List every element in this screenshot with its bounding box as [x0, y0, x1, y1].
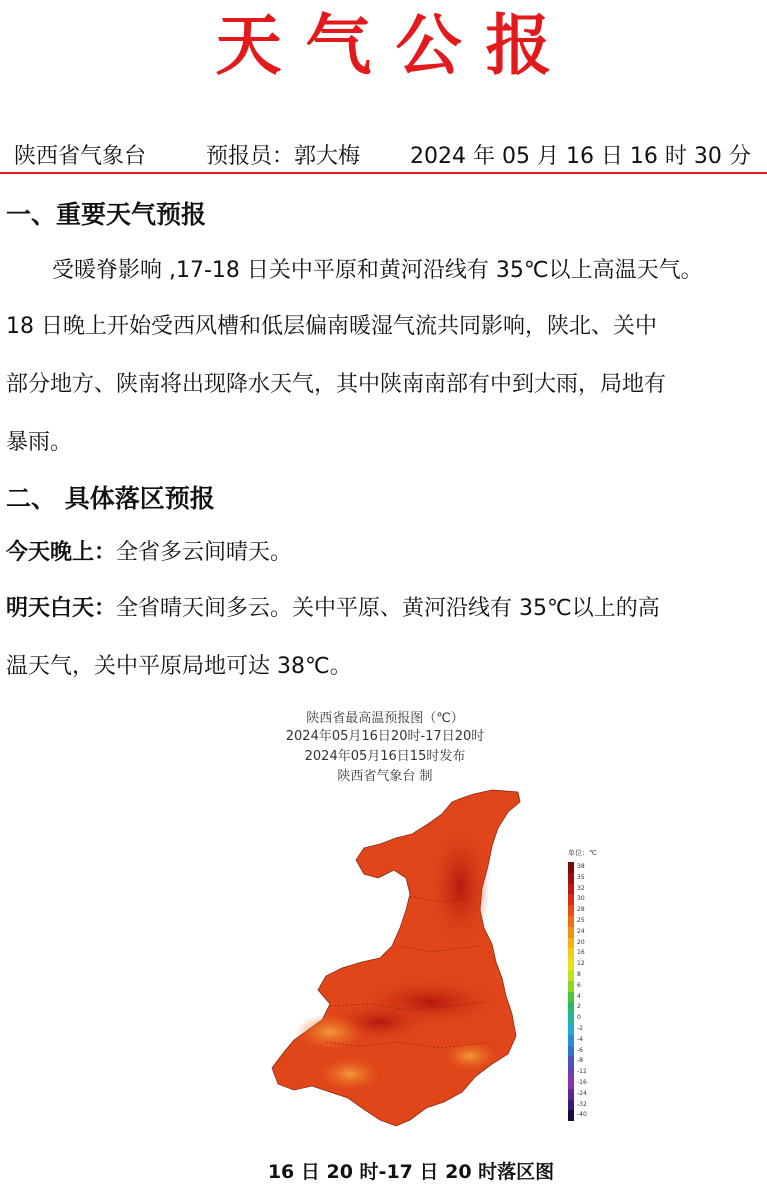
legend-swatch	[568, 1046, 574, 1057]
legend-label: 0	[577, 1014, 581, 1022]
legend-swatch	[568, 1100, 574, 1111]
legend-entry	[568, 905, 608, 916]
legend-swatch	[568, 970, 574, 981]
legend-entry	[568, 1056, 608, 1067]
legend-swatch	[568, 884, 574, 895]
map-title: 陕西省最高温预报图（℃）	[306, 711, 464, 726]
legend-label: 12	[577, 960, 585, 968]
legend-entry	[568, 970, 608, 981]
map-caption: 16 日 20 时-17 日 20 时落区图	[267, 1161, 555, 1183]
legend-label: 16	[577, 949, 585, 957]
legend-swatch	[568, 916, 574, 927]
bulletin-title: 天气公报	[215, 7, 576, 84]
shaanxi-province-shape	[272, 790, 520, 1126]
tomorrow-text: 全省晴天间多云。关中平原、黄河沿线有 35℃以上的高	[116, 596, 660, 621]
legend-swatch	[568, 1056, 574, 1067]
legend-entry	[568, 894, 608, 905]
legend-label: 30	[577, 895, 585, 903]
legend-swatch	[568, 927, 574, 938]
issue-datetime: 2024 年 05 月 16 日 16 时 30 分	[410, 144, 751, 169]
legend-swatch	[568, 1024, 574, 1035]
legend-label: -8	[577, 1057, 583, 1065]
legend-label: 28	[577, 906, 585, 914]
legend-entry	[568, 992, 608, 1003]
legend-swatch	[568, 1089, 574, 1100]
map-graphic	[230, 706, 570, 1136]
paragraph-line: 受暖脊影响 ,17-18 日关中平原和黄河沿线有 35℃以上高温天气。	[52, 258, 703, 283]
legend-entry	[568, 1078, 608, 1089]
legend-entry	[568, 938, 608, 949]
legend-entry	[568, 1035, 608, 1046]
tonight-forecast	[6, 524, 762, 582]
legend-entry	[568, 1024, 608, 1035]
map-producer: 陕西省气象台 制	[337, 769, 433, 784]
legend-label: 24	[577, 927, 585, 935]
map-issued: 2024年05月16日15时发布	[304, 749, 466, 764]
tomorrow-forecast-cont: 温天气，关中平原局地可达 38℃。	[6, 654, 352, 679]
legend-label: -6	[577, 1046, 583, 1054]
paragraph-line: 18 日晚上开始受西风槽和低层偏南暖湿气流共同影响，陕北、关中	[6, 314, 657, 339]
legend-label: -2	[577, 1025, 583, 1032]
legend-entry	[568, 916, 608, 927]
legend-label: -12	[577, 1068, 587, 1076]
legend-label: -16	[577, 1079, 587, 1086]
temperature-map	[230, 706, 597, 1136]
legend-label: 32	[577, 884, 585, 892]
legend-entry	[568, 1089, 608, 1100]
legend-swatch	[568, 1078, 574, 1089]
legend-entry	[568, 1110, 608, 1121]
legend-swatch	[568, 1067, 574, 1078]
paragraph-line: 部分地方、陕南将出现降水天气，其中陕南南部有中到大雨，局地有	[6, 372, 667, 397]
legend-entry	[568, 884, 608, 895]
legend-swatch	[568, 981, 574, 992]
legend-label: 25	[577, 917, 585, 924]
legend-swatch	[568, 1013, 574, 1024]
legend-label: -24	[577, 1089, 587, 1097]
legend-entry	[568, 959, 608, 970]
legend-label: 20	[577, 938, 585, 946]
legend-label: 35	[577, 873, 585, 881]
tomorrow-forecast	[6, 580, 762, 638]
legend-label: 8	[577, 971, 581, 978]
legend-entry	[568, 948, 608, 959]
legend-entry	[568, 1002, 608, 1013]
station-name: 陕西省气象台	[14, 144, 147, 169]
legend-entry	[568, 1046, 608, 1057]
legend-unit: 单位：℃	[568, 849, 597, 857]
legend-label: 4	[577, 992, 581, 1000]
section-heading-important: 一、重要天气预报	[6, 200, 207, 229]
section-heading-detail: 二、 具体落区预报	[6, 484, 215, 513]
legend-entry	[568, 981, 608, 992]
legend-label: 2	[577, 1003, 581, 1011]
legend-entry	[568, 1013, 608, 1024]
legend-swatch	[568, 1002, 574, 1013]
legend-entry	[568, 873, 608, 884]
legend-entry	[568, 1100, 608, 1111]
legend-swatch	[568, 905, 574, 916]
legend-entry	[568, 1067, 608, 1078]
legend-swatch	[568, 938, 574, 949]
bulletin-meta	[0, 142, 767, 174]
legend-label: -4	[577, 1035, 583, 1043]
forecaster: 预报员：郭大梅	[206, 144, 361, 169]
legend-swatch	[568, 959, 574, 970]
legend-swatch	[568, 1035, 574, 1046]
legend-swatch	[568, 862, 574, 873]
legend-swatch	[568, 873, 574, 884]
legend-label: -32	[577, 1100, 587, 1108]
legend-swatch	[568, 948, 574, 959]
map-period: 2024年05月16日20时-17日20时	[285, 729, 485, 744]
legend-entry	[568, 862, 608, 873]
legend-label: -40	[577, 1111, 587, 1119]
legend-swatch	[568, 992, 574, 1003]
legend-swatch	[568, 894, 574, 905]
tomorrow-label: 明天白天：	[6, 596, 117, 621]
legend-entry	[568, 927, 608, 938]
legend-label: 38	[577, 863, 585, 870]
tonight-label: 今天晚上：	[6, 540, 117, 565]
paragraph-line: 暴雨。	[6, 430, 73, 455]
legend-swatch	[568, 1110, 574, 1121]
legend-label: 6	[577, 981, 581, 989]
tonight-text: 全省多云间晴天。	[116, 540, 293, 565]
